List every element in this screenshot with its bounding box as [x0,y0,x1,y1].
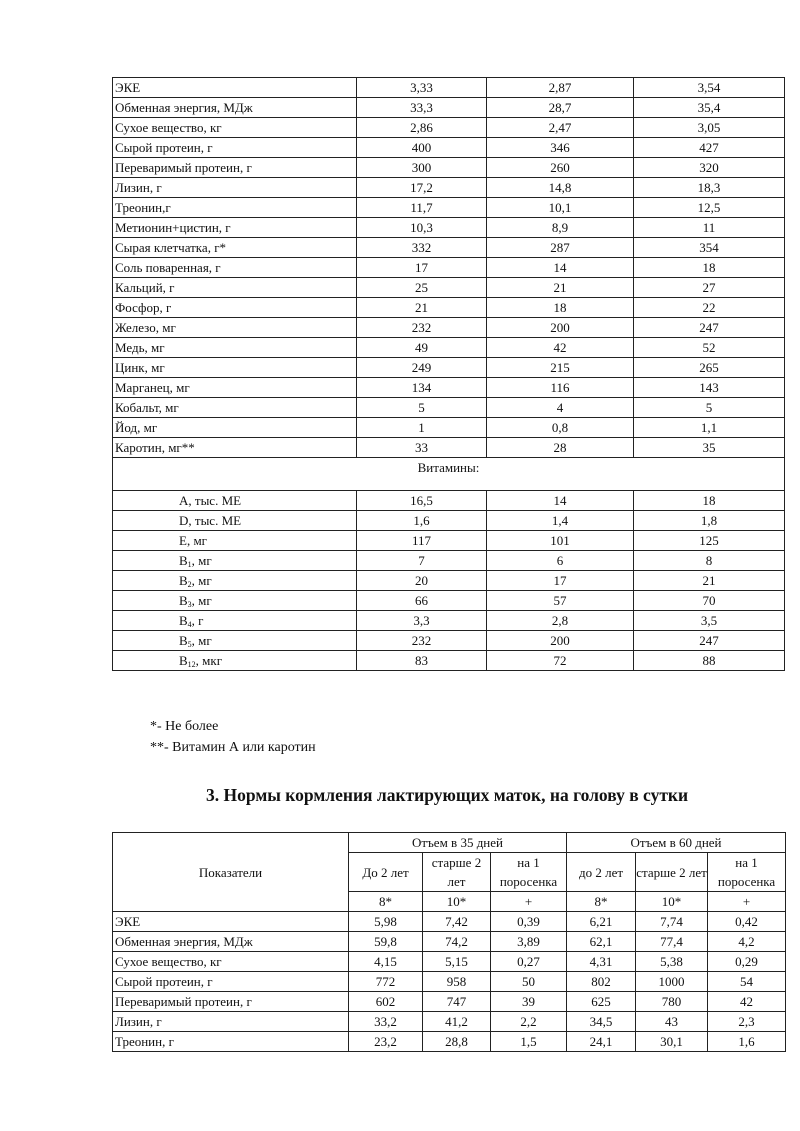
row-label: Переваримый протеин, г [113,992,349,1012]
value-cell: 11 [634,218,785,238]
value-cell: 354 [634,238,785,258]
row-label: Сырая клетчатка, г* [113,238,357,258]
footnotes [150,716,316,758]
value-cell: 35,4 [634,98,785,118]
value-cell: 14,8 [487,178,634,198]
value-cell: 66 [357,591,487,611]
value-cell: 287 [487,238,634,258]
value-cell: 39 [491,992,567,1012]
value-cell: 1,6 [357,511,487,531]
value-cell: 41,2 [423,1012,491,1032]
table-row [113,218,785,238]
nutrition-table-continued [112,77,785,671]
value-cell: 3,89 [491,932,567,952]
vitamin-row [113,491,785,511]
row-label: Метионин+цистин, г [113,218,357,238]
row-label: Лизин, г [113,1012,349,1032]
vitamin-base: В [179,633,188,648]
vitamin-unit: , мг [191,633,212,648]
table-row [113,418,785,438]
value-cell: 25 [357,278,487,298]
header-group-35: Отъем в 35 дней [349,833,567,853]
value-cell: 232 [357,318,487,338]
vitamins-header: Витамины: [113,458,785,491]
value-cell: 18 [634,258,785,278]
value-cell: 77,4 [636,932,708,952]
vitamin-subscript: 4 [187,620,192,629]
value-cell: 18 [487,298,634,318]
subheader-cell: до 2 лет [567,853,636,892]
value-cell: 27 [634,278,785,298]
table-row [113,98,785,118]
subheader-cell: старше 2 лет [423,853,491,892]
value-cell: 200 [487,318,634,338]
vitamin-label: Е, мг [113,531,357,551]
value-cell: 2,8 [487,611,634,631]
vitamin-base: В [179,553,188,568]
value-cell: 50 [491,972,567,992]
value-cell: 16,5 [357,491,487,511]
table-row [113,972,786,992]
value-cell: 134 [357,378,487,398]
value-cell: 1 [357,418,487,438]
row-label: Обменная энергия, МДж [113,932,349,952]
value-cell: 5,15 [423,952,491,972]
value-cell: 17 [357,258,487,278]
vitamin-label [113,591,357,611]
value-cell: 0,8 [487,418,634,438]
subheader-cell: на 1 поросенка [708,853,786,892]
value-cell: 30,1 [636,1032,708,1052]
vitamin-row [113,631,785,651]
value-cell: 52 [634,338,785,358]
value-cell: 34,5 [567,1012,636,1032]
value-cell: 8,9 [487,218,634,238]
value-cell: 28,7 [487,98,634,118]
value-cell: 43 [636,1012,708,1032]
vitamin-label [113,551,357,571]
value-cell: 57 [487,591,634,611]
vitamin-label: D, тыс. МЕ [113,511,357,531]
row-label: Железо, мг [113,318,357,338]
value-cell: 3,3 [357,611,487,631]
value-cell: 125 [634,531,785,551]
count-cell: 8* [567,892,636,912]
value-cell: 332 [357,238,487,258]
value-cell: 602 [349,992,423,1012]
table-row [113,1012,786,1032]
value-cell: 88 [634,651,785,671]
table-row [113,378,785,398]
value-cell: 247 [634,318,785,338]
table-row [113,298,785,318]
vitamin-row [113,591,785,611]
value-cell: 10,1 [487,198,634,218]
header-group-60: Отъем в 60 дней [567,833,786,853]
subheader-cell: До 2 лет [349,853,423,892]
value-cell: 54 [708,972,786,992]
value-cell: 8 [634,551,785,571]
table-row [113,278,785,298]
value-cell: 18 [634,491,785,511]
value-cell: 21 [487,278,634,298]
value-cell: 117 [357,531,487,551]
value-cell: 4 [487,398,634,418]
value-cell: 0,42 [708,912,786,932]
value-cell: 780 [636,992,708,1012]
value-cell: 83 [357,651,487,671]
value-cell: 249 [357,358,487,378]
value-cell: 5,38 [636,952,708,972]
table-row [113,912,786,932]
vitamin-label [113,611,357,631]
value-cell: 3,33 [357,78,487,98]
vitamin-subscript: 3 [187,600,192,609]
vitamins-header-row [113,458,785,491]
value-cell: 21 [357,298,487,318]
value-cell: 1,8 [634,511,785,531]
value-cell: 232 [357,631,487,651]
value-cell: 260 [487,158,634,178]
table-row [113,338,785,358]
row-label: Лизин, г [113,178,357,198]
value-cell: 0,39 [491,912,567,932]
nutrition-table-body [113,78,785,671]
value-cell: 10,3 [357,218,487,238]
count-cell: 10* [423,892,491,912]
row-label: Марганец, мг [113,378,357,398]
row-label: Кобальт, мг [113,398,357,418]
value-cell: 958 [423,972,491,992]
row-label: Фосфор, г [113,298,357,318]
vitamin-subscript: 2 [187,580,192,589]
row-label: Соль поваренная, г [113,258,357,278]
value-cell: 4,31 [567,952,636,972]
value-cell: 2,47 [487,118,634,138]
row-label: Сухое вещество, кг [113,118,357,138]
value-cell: 12,5 [634,198,785,218]
value-cell: 14 [487,258,634,278]
value-cell: 0,27 [491,952,567,972]
row-label: Медь, мг [113,338,357,358]
vitamin-subscript: 1 [187,560,192,569]
row-label: Треонин, г [113,1032,349,1052]
footnote-2: **- Витамин А или каротин [150,740,316,755]
vitamin-row [113,551,785,571]
table2-group-header-row [113,833,786,853]
subheader-cell: на 1 поросенка [491,853,567,892]
value-cell: 3,5 [634,611,785,631]
value-cell: 1,5 [491,1032,567,1052]
value-cell: 23,2 [349,1032,423,1052]
value-cell: 2,2 [491,1012,567,1032]
value-cell: 49 [357,338,487,358]
value-cell: 21 [634,571,785,591]
value-cell: 28,8 [423,1032,491,1052]
value-cell: 62,1 [567,932,636,952]
vitamin-base: В [179,613,188,628]
row-label: Каротин, мг** [113,438,357,458]
vitamin-label: А, тыс. МЕ [113,491,357,511]
vitamin-row [113,611,785,631]
row-label: Обменная энергия, МДж [113,98,357,118]
value-cell: 215 [487,358,634,378]
count-cell: 8* [349,892,423,912]
table-row [113,118,785,138]
subheader-cell: старше 2 лет [636,853,708,892]
value-cell: 6 [487,551,634,571]
vitamin-base: В [179,593,188,608]
value-cell: 22 [634,298,785,318]
value-cell: 320 [634,158,785,178]
value-cell: 1,4 [487,511,634,531]
table-row [113,238,785,258]
table-row [113,398,785,418]
count-cell: 10* [636,892,708,912]
value-cell: 18,3 [634,178,785,198]
table-row [113,78,785,98]
vitamin-row [113,531,785,551]
count-cell: + [491,892,567,912]
value-cell: 11,7 [357,198,487,218]
table-row [113,158,785,178]
value-cell: 42 [487,338,634,358]
footnote-1: *- Не более [150,719,219,734]
vitamin-unit: , г [191,613,204,628]
value-cell: 14 [487,491,634,511]
vitamin-unit: , мг [191,593,212,608]
vitamin-unit: , мг [191,573,212,588]
value-cell: 5,98 [349,912,423,932]
table-row [113,952,786,972]
value-cell: 59,8 [349,932,423,952]
value-cell: 3,05 [634,118,785,138]
header-indicators: Показатели [113,833,349,912]
value-cell: 24,1 [567,1032,636,1052]
value-cell: 17 [487,571,634,591]
value-cell: 42 [708,992,786,1012]
row-label: Сухое вещество, кг [113,952,349,972]
value-cell: 4,15 [349,952,423,972]
section-heading: 3. Нормы кормления лактирующих маток, на голову в сутки [206,785,689,805]
count-cell: + [708,892,786,912]
value-cell: 2,87 [487,78,634,98]
value-cell: 747 [423,992,491,1012]
value-cell: 265 [634,358,785,378]
value-cell: 35 [634,438,785,458]
table-row [113,178,785,198]
vitamin-base: В [179,573,188,588]
table-row [113,318,785,338]
value-cell: 74,2 [423,932,491,952]
table-row [113,1032,786,1052]
value-cell: 7,42 [423,912,491,932]
lactating-sows-table [112,832,786,1052]
value-cell: 300 [357,158,487,178]
table-row [113,358,785,378]
value-cell: 6,21 [567,912,636,932]
value-cell: 2,86 [357,118,487,138]
row-label: Треонин,г [113,198,357,218]
value-cell: 346 [487,138,634,158]
value-cell: 7 [357,551,487,571]
value-cell: 33 [357,438,487,458]
table-row [113,992,786,1012]
row-label: ЭКЕ [113,78,357,98]
value-cell: 101 [487,531,634,551]
value-cell: 5 [634,398,785,418]
value-cell: 7,74 [636,912,708,932]
value-cell: 0,29 [708,952,786,972]
row-label: Переваримый протеин, г [113,158,357,178]
table-row [113,438,785,458]
value-cell: 116 [487,378,634,398]
table-row [113,198,785,218]
vitamin-row [113,511,785,531]
vitamin-label [113,571,357,591]
value-cell: 625 [567,992,636,1012]
row-label: Цинк, мг [113,358,357,378]
row-label: Йод, мг [113,418,357,438]
value-cell: 5 [357,398,487,418]
vitamin-label [113,651,357,671]
value-cell: 3,54 [634,78,785,98]
value-cell: 20 [357,571,487,591]
table-row [113,138,785,158]
value-cell: 143 [634,378,785,398]
value-cell: 1,6 [708,1032,786,1052]
value-cell: 400 [357,138,487,158]
value-cell: 1000 [636,972,708,992]
vitamin-row [113,651,785,671]
vitamin-label [113,631,357,651]
value-cell: 17,2 [357,178,487,198]
value-cell: 28 [487,438,634,458]
value-cell: 427 [634,138,785,158]
value-cell: 4,2 [708,932,786,952]
value-cell: 33,2 [349,1012,423,1032]
vitamin-subscript: 5 [187,640,192,649]
value-cell: 247 [634,631,785,651]
value-cell: 70 [634,591,785,611]
value-cell: 1,1 [634,418,785,438]
table-row [113,932,786,952]
value-cell: 33,3 [357,98,487,118]
vitamin-subscript: 12 [187,660,196,669]
table-row [113,258,785,278]
value-cell: 772 [349,972,423,992]
value-cell: 200 [487,631,634,651]
row-label: Сырой протеин, г [113,972,349,992]
vitamin-unit: , мг [191,553,212,568]
vitamin-row [113,571,785,591]
value-cell: 2,3 [708,1012,786,1032]
value-cell: 72 [487,651,634,671]
vitamin-unit: , мкг [195,653,223,668]
row-label: ЭКЕ [113,912,349,932]
vitamin-base: В [179,653,188,668]
row-label: Сырой протеин, г [113,138,357,158]
lactating-sows-table-body [113,833,786,1052]
value-cell: 802 [567,972,636,992]
row-label: Кальций, г [113,278,357,298]
